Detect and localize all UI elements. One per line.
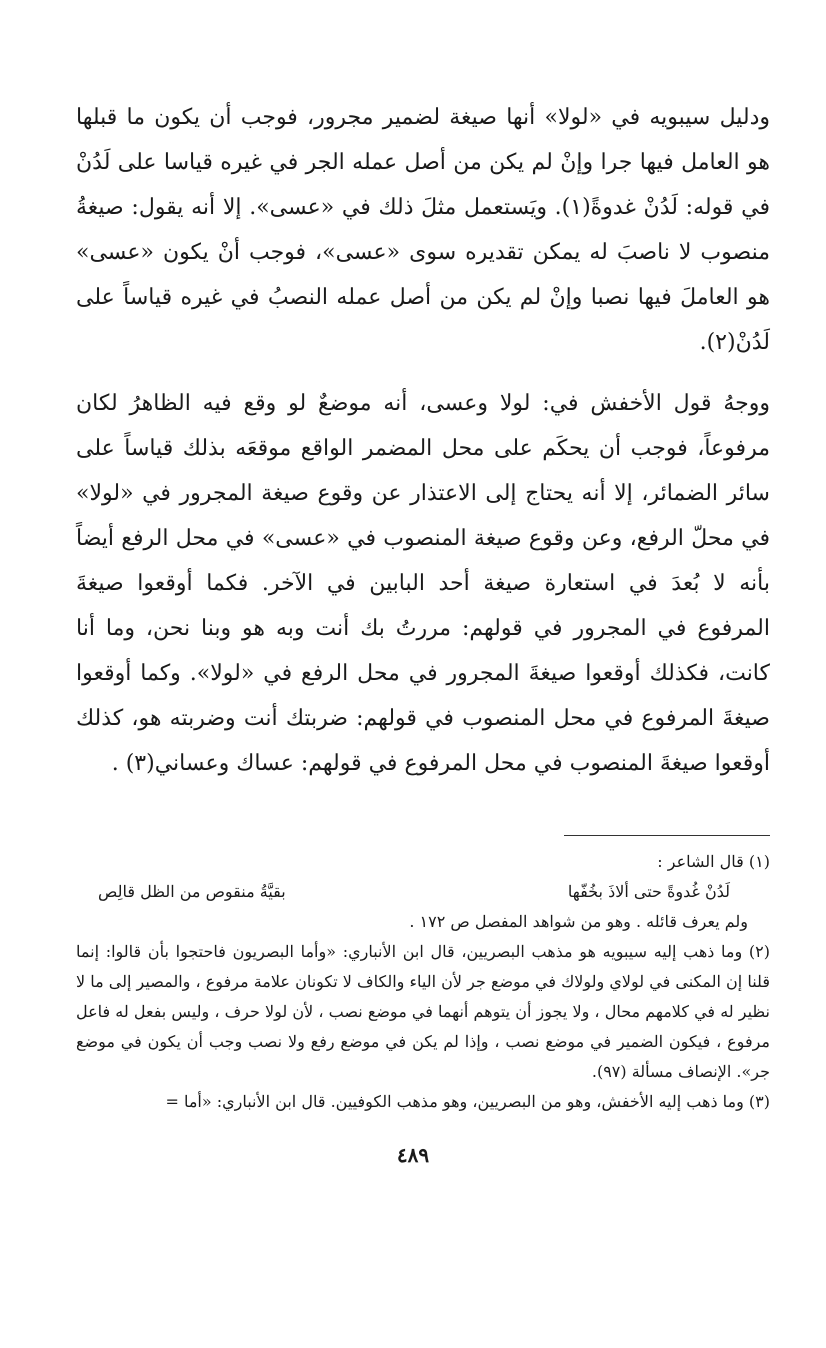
- footnote-3: (٣) وما ذهب إليه الأخفش، وهو من البصريين، وهو مذهب الكوفيين. قال ابن الأنباري: «أما =: [165, 1092, 770, 1111]
- verse-first-hemistich: لَدُنْ غُدوةً حتى ألاذَ بخُفّها: [567, 882, 730, 901]
- footnote-1-source: ولم يعرف قائله . وهو من شواهد المفصل ص ١٧٢ .: [409, 912, 748, 931]
- page-number: ٤٨٩: [396, 1143, 430, 1167]
- footnote-2: (٢) وما ذهب إليه سيبويه هو مذهب البصريين، قال ابن الأنباري: «وأما البصريون فاحتجوا بأن قالوا: إنما قلنا إن المكنى في لولاي ولولاك في موضع جر لأن الياء والكاف لا تكونان علامة مرفوع ، والمصير إلى ما لا نظير له في كلامهم محال ، ولا يجوز أن يتوهم أنهما في موضع نصب ، لأن لولا حرف ، وليس بفعل له فاعل مرفوع ، فيكون الضمير في موضع نصب ، وإذا لم يكن في موضع رفع ولا نصب وجب أن يكون في موضع جر». الإنصاف مسألة (٩٧).: [76, 942, 770, 1081]
- body-paragraph: ووجهُ قول الأخفش في: لولا وعسى، أنه موضعٌ لو وقع فيه الظاهرُ لكان مرفوعاً، فوجب أن يحكَم على محل المضمر الواقع موقعَه بذلك قياساً على سائر الضمائر، إلا أنه يحتاج إلى الاعتذار عن وقوع صيغة المجرور في «لولا» في محلّ الرفع، وعن وقوع صيغة المنصوب في «عسى» في محل الرفع أيضاً بأنه لا بُعدَ في استعارة صيغة أحد البابين في الآخر. فكما أوقعوا صيغةَ المرفوع في المجرور في قولهم: مررتُ بك أنت وبه هو وبنا نحن، وما أنا كانت، فكذلك أوقعوا صيغةَ المجرور في محل الرفع في «لولا». وكما أوقعوا صيغةَ المرفوع في محل المنصوب في قولهم: ضربتك أنت وضربته هو، كذلك أوقعوا صيغةَ المنصوب في محل المرفوع في قولهم: عساك وعساني(٣) .: [76, 391, 770, 776]
- body-paragraph: ودليل سيبويه في «لولا» أنها صيغة لضمير مجرور، فوجب أن يكون ما قبلها هو العامل فيها جرا وإنْ لم يكن من أصل عمله الجر في غيره قياسا على لَدُنْ في قوله: لَدُنْ غدوةً(١). ويَستعمل مثلَ ذلك في «عسى». إلا أنه يقول: صيغةُ منصوب لا ناصبَ له يمكن تقديره سوى «عسى»، فوجب أنْ يكون «عسى» هو العاملَ فيها نصبا وإنْ لم يكن من أصل عمله النصبُ في غيره قياساً على لَدُنْ(٢).: [76, 105, 770, 355]
- footnote-1-intro: (١) قال الشاعر :: [657, 852, 770, 871]
- footnote-separator: [564, 835, 770, 836]
- verse-second-hemistich: بقيَّةُ منقوص من الظل قالِص: [98, 882, 286, 901]
- footnotes: [76, 847, 770, 1117]
- footnote-1-verse: [76, 877, 770, 907]
